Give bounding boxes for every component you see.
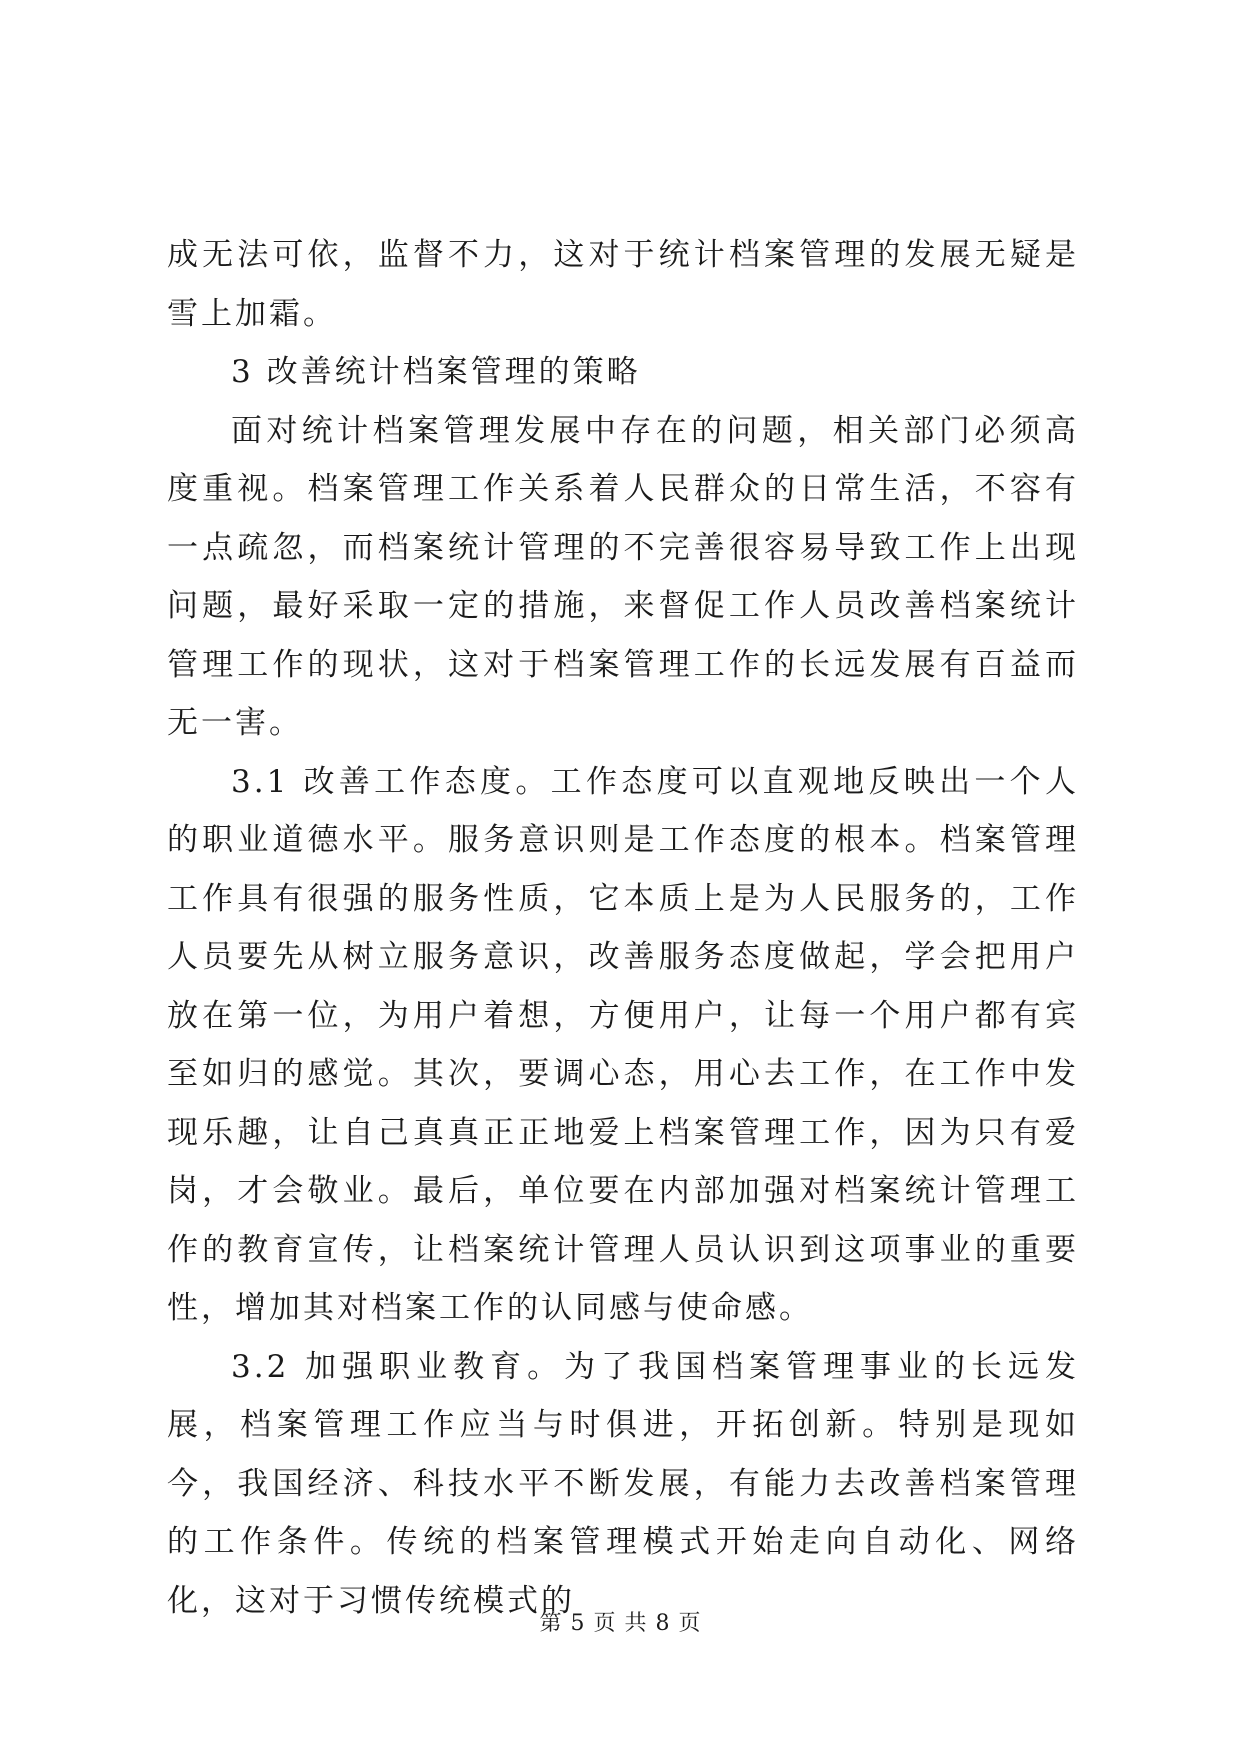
paragraph-intro: 面对统计档案管理发展中存在的问题，相关部门必须高度重视。档案管理工作关系着人民群众的日常生活，不容有一点疏忽，而档案统计管理的不完善很容易导致工作上出现问题，最好采取一定的措施，来督促工作人员改善档案统计管理工作的现状，这对于档案管理工作的长远发展有百益而无一害。 (167, 412, 1079, 741)
paragraph-3-2: 3.2 加强职业教育。为了我国档案管理事业的长远发展，档案管理工作应当与时俱进，开拓创新。特别是现如今，我国经济、科技水平不断发展，有能力去改善档案管理的工作条件。传统的档案管理模式开始走向自动化、网络化，这对于习惯传统模式的 (167, 1348, 1079, 1619)
page-footer (0, 1606, 1241, 1637)
section-heading-3: 3 改善统计档案管理的策略 (231, 354, 641, 390)
document-body (167, 226, 1079, 1630)
page-number-label: 第 5 页 共 8 页 (539, 1611, 702, 1636)
paragraph-continuation: 成无法可依，监督不力，这对于统计档案管理的发展无疑是雪上加霜。 (167, 237, 1079, 332)
paragraph-3-1: 3.1 改善工作态度。工作态度可以直观地反映出一个人的职业道德水平。服务意识则是工作态度的根本。档案管理工作具有很强的服务性质，它本质上是为人民服务的，工作人员要先从树立服务意识，改善服务态度做起，学会把用户放在第一位，为用户着想，方便用户，让每一个用户都有宾至如归的感觉。其次，要调心态，用心去工作，在工作中发现乐趣，让自己真真正正地爱上档案管理工作，因为只有爱岗，才会敬业。最后，单位要在内部加强对档案统计管理工作的教育宣传，让档案统计管理人员认识到这项事业的重要性，增加其对档案工作的认同感与使命感。 (167, 763, 1079, 1326)
